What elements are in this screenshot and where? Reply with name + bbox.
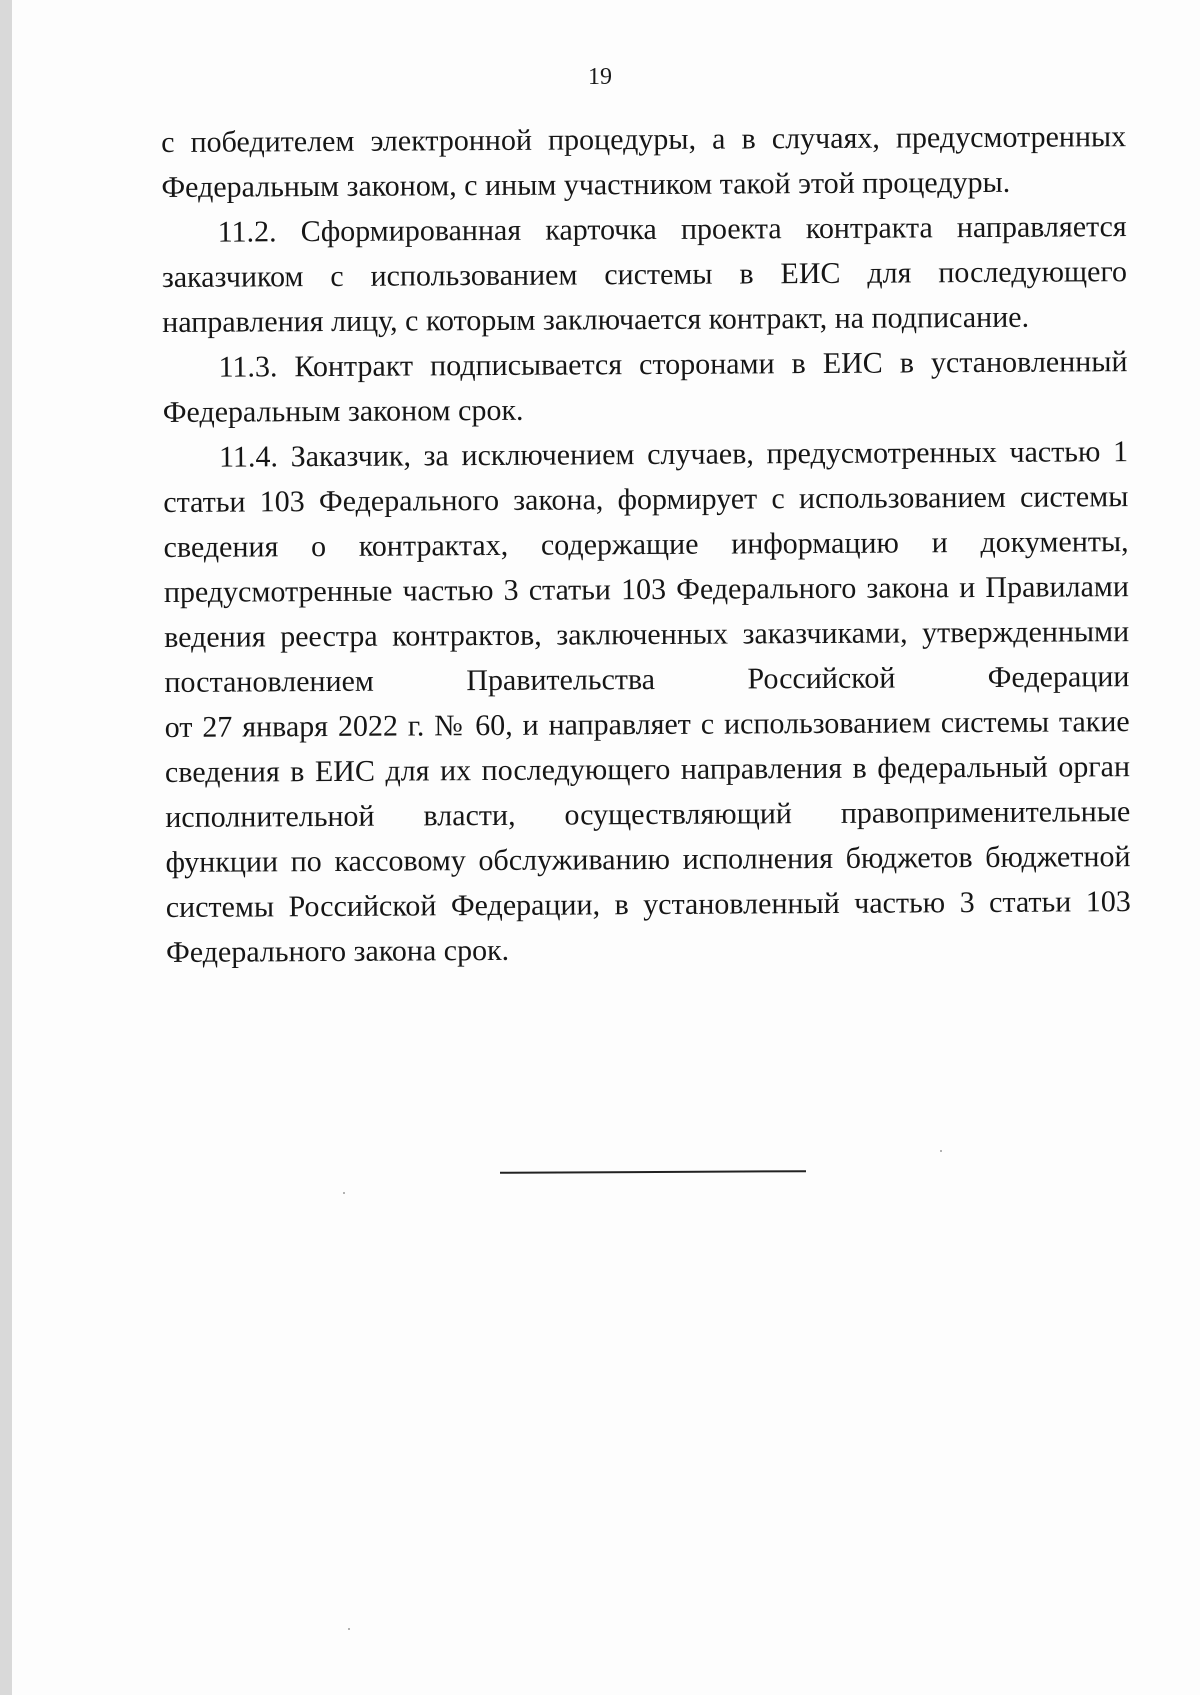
text-line: системы Российской Федерации, в установленный частью 3 статьи 103 [165, 885, 1131, 924]
document-body [161, 114, 1131, 975]
scan-left-edge [0, 0, 12, 1695]
scan-speck [343, 1192, 345, 1194]
paragraph-continuation [161, 114, 1127, 210]
paragraph-11-3 [162, 339, 1128, 435]
text-line: постановлением Правительства Российской Федерации [164, 660, 1130, 699]
text-line: исполнительной власти, осуществляющий правоприменительные [165, 795, 1131, 834]
scan-speck [348, 1628, 350, 1630]
text-line: статьи 103 Федерального закона, формирует с использованием системы [163, 480, 1129, 519]
text-line: с победителем электронной процедуры, а в случаях, предусмотренных [161, 120, 1127, 159]
end-of-text-rule [500, 1170, 806, 1174]
text-line: функции по кассовому обслуживанию исполнения бюджетов бюджетной [165, 840, 1131, 879]
text-line: 11.2. Сформированная карточка проекта контракта направляется [217, 210, 1127, 249]
text-line: заказчиком с использованием системы в ЕИС для последующего [161, 255, 1128, 294]
text-line: 11.4. Заказчик, за исключением случаев, предусмотренных частью 1 [218, 435, 1129, 474]
paragraph-11-4 [163, 429, 1131, 975]
text-line: Федеральным законом срок. [162, 393, 524, 429]
paragraph-11-2 [162, 204, 1128, 345]
text-line: Федеральным законом, с иным участником такой этой процедуры. [161, 165, 1011, 204]
text-line: сведения о контрактах, содержащие информацию и документы, [163, 525, 1129, 564]
text-line: 11.3. Контракт подписывается сторонами в ЕИС в установленный [218, 345, 1128, 384]
text-line: от 27 января 2022 г. № 60, и направляет с использованием системы такие [164, 705, 1130, 744]
scan-speck [940, 1150, 942, 1152]
text-line: ведения реестра контрактов, заключенных заказчиками, утвержденными [164, 615, 1130, 654]
text-line: направления лицу, с которым заключается контракт, на подписание. [162, 300, 1030, 339]
text-line: предусмотренные частью 3 статьи 103 Федерального закона и Правилами [163, 570, 1129, 609]
page-number: 19 [588, 64, 612, 90]
text-line: Федерального закона срок. [165, 933, 510, 969]
text-line: сведения в ЕИС для их последующего направления в федеральный орган [164, 750, 1131, 789]
